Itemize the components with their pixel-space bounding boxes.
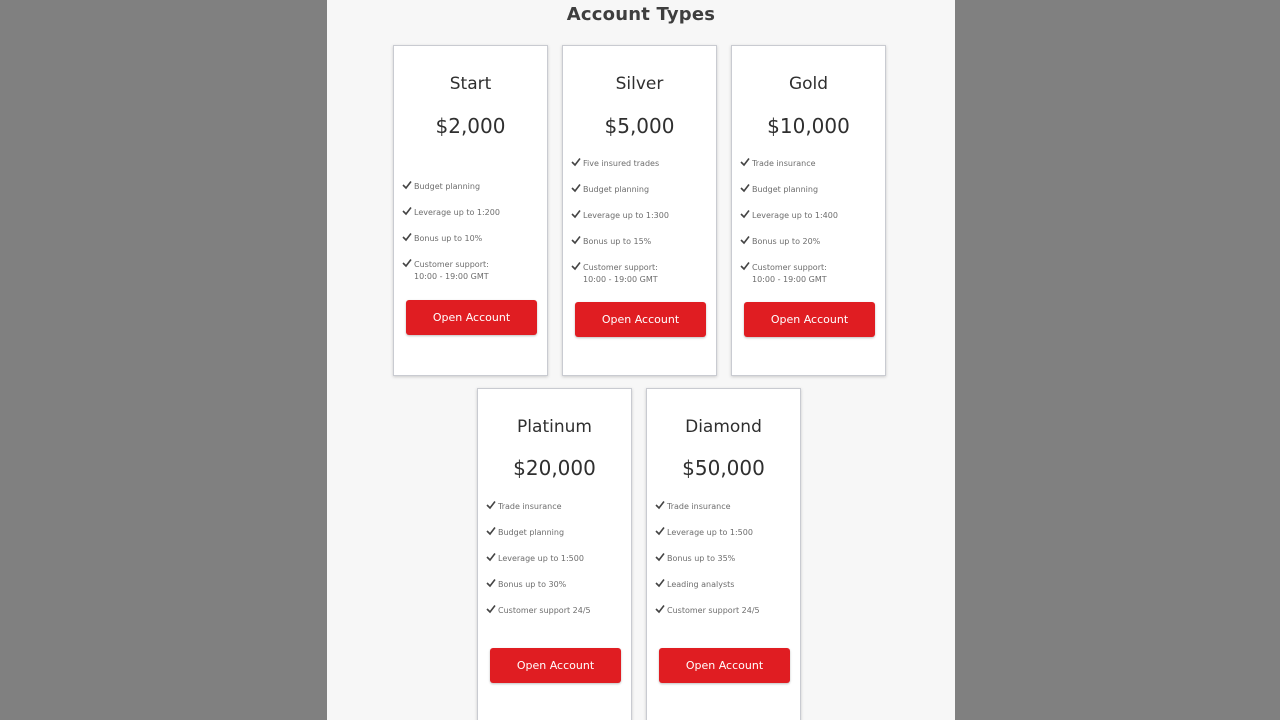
- feature-item: Bonus up to 15%: [571, 236, 710, 248]
- feature-list: [571, 158, 710, 294]
- feature-item: Bonus up to 10%: [402, 233, 541, 245]
- check-icon: [402, 206, 412, 216]
- check-icon: [486, 552, 496, 562]
- card-name: Platinum: [517, 417, 592, 437]
- account-card-silver: [562, 45, 717, 376]
- card-price: $10,000: [767, 114, 850, 138]
- check-icon: [740, 209, 750, 219]
- check-icon: [740, 235, 750, 245]
- open-account-button[interactable]: Open Account: [659, 648, 790, 683]
- card-price: $2,000: [435, 114, 506, 138]
- check-icon: [402, 232, 412, 242]
- check-icon: [571, 261, 581, 271]
- open-account-button[interactable]: Open Account: [490, 648, 621, 683]
- check-icon: [740, 157, 750, 167]
- check-icon: [486, 500, 496, 510]
- open-account-button[interactable]: Open Account: [575, 302, 706, 337]
- feature-item: Customer support 24/5: [486, 605, 625, 617]
- feature-item: Budget planning: [402, 181, 541, 193]
- check-icon: [571, 235, 581, 245]
- feature-item: Bonus up to 20%: [740, 236, 879, 248]
- card-name: Start: [449, 74, 492, 94]
- check-icon: [655, 500, 665, 510]
- feature-item: Trade insurance: [740, 158, 879, 170]
- feature-item: Five insured trades: [571, 158, 710, 170]
- account-card-start: [393, 45, 548, 376]
- card-price: $5,000: [604, 114, 675, 138]
- check-icon: [655, 578, 665, 588]
- account-card-diamond: [646, 388, 801, 720]
- check-icon: [655, 526, 665, 536]
- card-name: Gold: [788, 74, 829, 94]
- feature-item: Leverage up to 1:300: [571, 210, 710, 222]
- feature-item: Leverage up to 1:500: [655, 527, 794, 539]
- feature-item: Customer support: 10:00 - 19:00 GMT: [402, 259, 541, 283]
- account-types-page: [327, 0, 955, 720]
- card-name: Silver: [615, 74, 664, 94]
- check-icon: [486, 526, 496, 536]
- check-icon: [486, 578, 496, 588]
- check-icon: [655, 552, 665, 562]
- card-price: $20,000: [513, 456, 596, 480]
- feature-item: Customer support 24/5: [655, 605, 794, 617]
- feature-item: Leverage up to 1:200: [402, 207, 541, 219]
- page-title: Account Types: [566, 4, 716, 25]
- feature-item: Bonus up to 35%: [655, 553, 794, 565]
- feature-list: [486, 501, 625, 631]
- feature-item: Trade insurance: [486, 501, 625, 513]
- feature-list: [402, 181, 541, 291]
- card-price: $50,000: [682, 456, 765, 480]
- feature-item: Customer support: 10:00 - 19:00 GMT: [571, 262, 710, 286]
- feature-item: Trade insurance: [655, 501, 794, 513]
- feature-item: Leading analysts: [655, 579, 794, 591]
- feature-item: Leverage up to 1:500: [486, 553, 625, 565]
- check-icon: [402, 180, 412, 190]
- feature-item: Budget planning: [571, 184, 710, 196]
- feature-item: Bonus up to 30%: [486, 579, 625, 591]
- feature-item: Budget planning: [486, 527, 625, 539]
- open-account-button[interactable]: Open Account: [406, 300, 537, 335]
- feature-item: Customer support: 10:00 - 19:00 GMT: [740, 262, 879, 286]
- check-icon: [402, 258, 412, 268]
- feature-list: [655, 501, 794, 631]
- card-name: Diamond: [685, 417, 762, 437]
- feature-item: Budget planning: [740, 184, 879, 196]
- account-card-platinum: [477, 388, 632, 720]
- check-icon: [740, 261, 750, 271]
- check-icon: [740, 183, 750, 193]
- check-icon: [571, 157, 581, 167]
- check-icon: [571, 209, 581, 219]
- check-icon: [486, 604, 496, 614]
- check-icon: [571, 183, 581, 193]
- check-icon: [655, 604, 665, 614]
- feature-list: [740, 158, 879, 294]
- open-account-button[interactable]: Open Account: [744, 302, 875, 337]
- feature-item: Leverage up to 1:400: [740, 210, 879, 222]
- account-card-gold: [731, 45, 886, 376]
